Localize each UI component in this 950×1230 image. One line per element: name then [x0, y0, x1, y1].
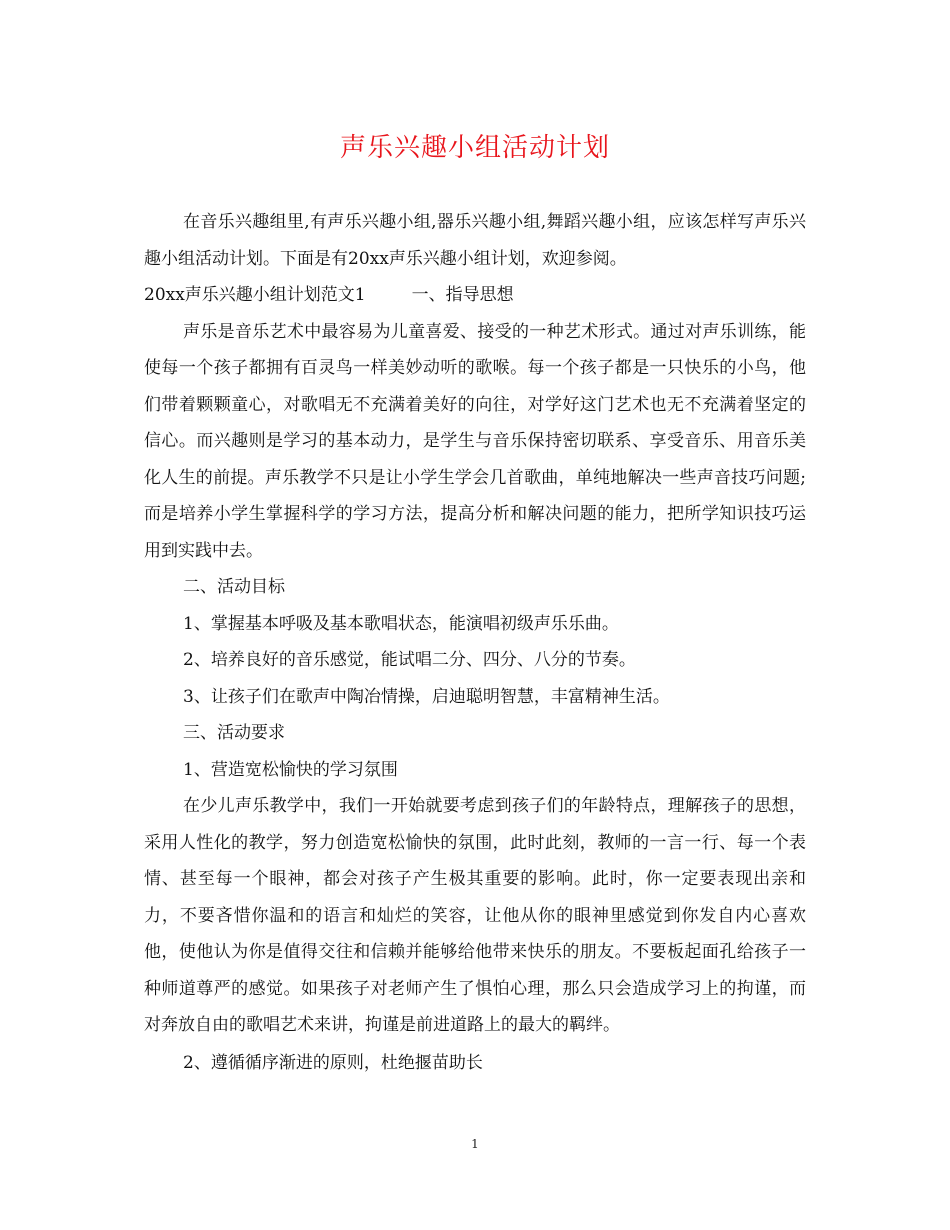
goal-item-1: 1、掌握基本呼吸及基本歌唱状态，能演唱初级声乐乐曲。	[183, 613, 619, 634]
goal-item-3: 3、让孩子们在歌声中陶冶情操，启迪聪明智慧，丰富精神生活。	[183, 686, 670, 707]
heading-activity-goals: 二、活动目标	[183, 577, 285, 597]
goal-item-2: 2、培养良好的音乐感觉，能试唱二分、四分、八分的节奏。	[183, 650, 636, 670]
page-number: 1	[471, 1137, 479, 1151]
requirement-heading-1: 1、营造宽松愉快的学习氛围	[183, 759, 398, 780]
guiding-idea-paragraph: 声乐是音乐艺术中最容易为儿童喜爱、接受的一种艺术形式。通过对声乐训练，能使每一个孩子都拥有百灵鸟一样美妙动听的歌喉。每一个孩子都是一只快乐的小鸟，他们带着颗颗童心，对歌唱无不充满着美好的向往，对学好这门艺术也无不充满着坚定的信心。而兴趣则是学习的基本动力，是学生与音乐保持密切联系、享受音乐、用音乐美化人生的前提。声乐教学不只是让小学生学会几首歌曲，单纯地解决一些声音技巧问题;而是培养小学生掌握科学的学习方法，提高分析和解决问题的能力，把所学知识技巧运用到实践中去。	[144, 321, 806, 561]
sample-heading: 20xx声乐兴趣小组计划范文1	[144, 285, 366, 305]
intro-paragraph: 在音乐兴趣组里,有声乐兴趣小组,器乐兴趣小组,舞蹈兴趣小组，应该怎样写声乐兴趣小组活动计划。下面是有20xx声乐兴趣小组计划，欢迎参阅。	[144, 212, 806, 269]
document-body	[144, 204, 806, 1081]
document-title: 声乐兴趣小组活动计划	[339, 133, 610, 163]
requirement-heading-2: 2、遵循循序渐进的原则，杜绝揠苗助长	[183, 1052, 483, 1073]
heading-guiding-idea: 一、指导思想	[411, 285, 514, 305]
heading-activity-requirements: 三、活动要求	[183, 723, 285, 743]
section-line	[144, 277, 806, 314]
requirement-paragraph-1: 在少儿声乐教学中，我们一开始就要考虑到孩子们的年龄特点，理解孩子的思想，采用人性化的教学，努力创造宽松愉快的氛围，此时此刻，教师的一言一行、每一个表情、甚至每一个眼神，都会对孩子产生极其重要的影响。此时，你一定要表现出亲和力，不要吝惜你温和的语言和灿烂的笑容，让他从你的眼神里感觉到你发自内心喜欢他，使他认为你是值得交往和信赖并能够给他带来快乐的朋友。不要板起面孔给孩子一种师道尊严的感觉。如果孩子对老师产生了惧怕心理，那么只会造成学习上的拘谨，而对奔放自由的歌唱艺术来讲，拘谨是前进道路上的最大的羁绊。	[144, 796, 806, 1035]
